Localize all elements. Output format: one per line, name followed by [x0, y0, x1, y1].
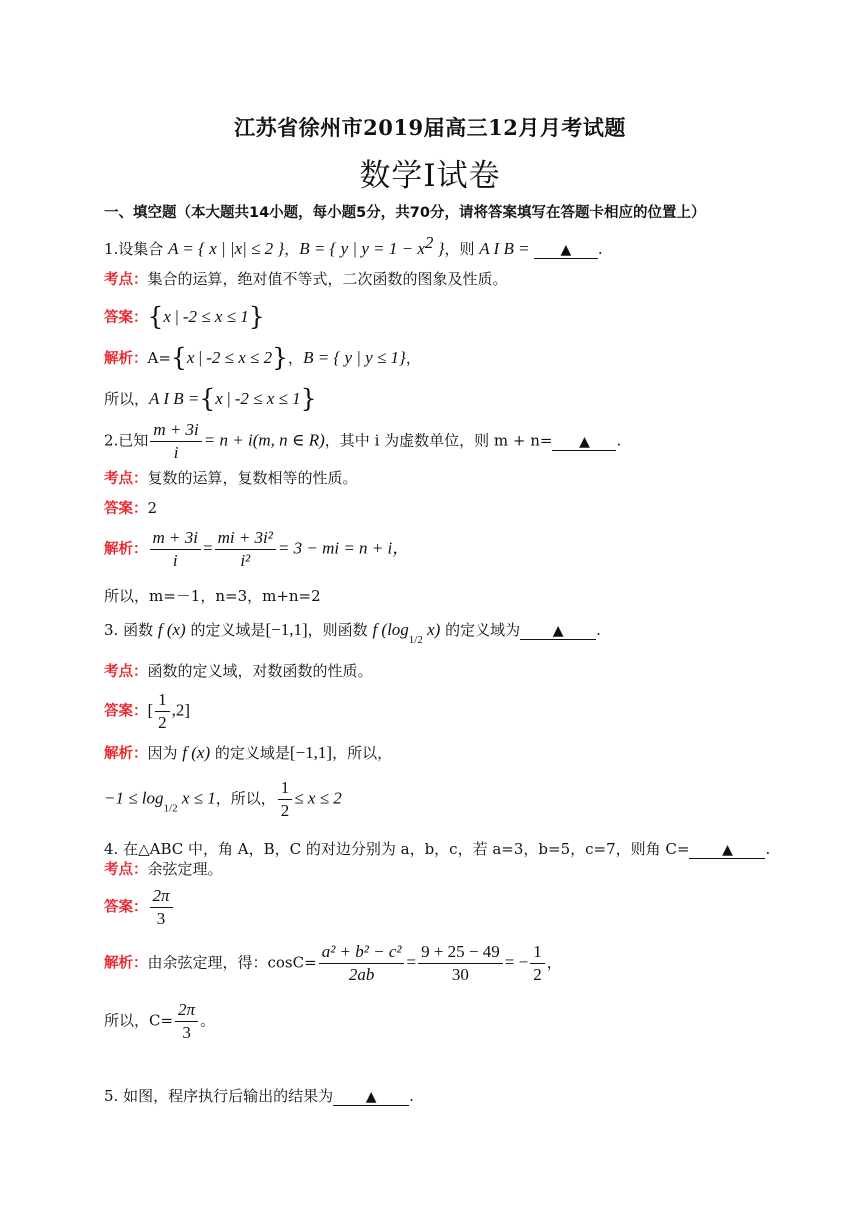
q5-answer-blank[interactable]	[333, 1088, 409, 1106]
q1-answer-blank[interactable]	[534, 241, 598, 259]
q3-answer-blank[interactable]	[520, 622, 596, 640]
q3-jiexi: 解析：因为 f (x) 的定义域是[−1,1]，所以，	[104, 743, 393, 762]
q4-answer: 答案： $\frac{2\pi}{3}$	[104, 886, 175, 929]
exam-title: 江苏省徐州市2019届高三12月月考试题	[234, 115, 626, 140]
q2-kaodian: 考点：复数的运算，复数相等的性质。	[104, 469, 358, 487]
q3-stem: 3. 函数 f (x) 的定义域是[−1,1]，则函数 f ($\log_{1/2}$ x) 的定义域为 ▲ .	[104, 620, 601, 646]
q2-jiexi: 解析： $\frac{m + 3i}{i}$ = $\frac{\text{mi + 3i²}}{\text{i²}}$ = 3 − mi = n + i，	[104, 528, 410, 570]
q3-jiexi-2: $-1 \le \log_{1/2} x \le 1$，所以， $\frac{1}{2}$ ≤ x ≤ 2	[104, 778, 342, 820]
q4-stem: 4. 在△ABC 中，角 A，B，C 的对边分别为 a，b，c，若 a=3，b=5，c=7，则角 C= ▲ .	[104, 840, 771, 858]
q4-kaodian: 考点：余弦定理。	[104, 860, 223, 878]
q1-jiexi: 解析：A={x | -2 ≤ x ≤ 2}，B = { y | y ≤ 1}，	[104, 343, 421, 372]
q1-kaodian: 考点：集合的运算，绝对值不等式，二次函数的图象及性质。	[104, 270, 508, 288]
q4-conclusion: 所以，C= $\frac{2\pi}{3}$ 。	[104, 1000, 216, 1042]
q5-stem: 5. 如图，程序执行后输出的结果为 ▲ .	[104, 1087, 414, 1105]
q1-stem: 1.设集合 A = { x | |x| ≤ 2 }，B = { y | $y = 1 - x^2$ }，则 A I B = ▲ .	[104, 233, 603, 258]
triangle-icon: ▲	[722, 842, 733, 858]
q2-answer: 答案：2	[104, 499, 158, 517]
triangle-icon: ▲	[579, 433, 590, 450]
q2-conclusion: 所以，m=－1，n=3，m+n=2	[104, 587, 321, 605]
triangle-icon: ▲	[365, 1089, 377, 1105]
q4-jiexi: 解析：由余弦定理，得：cosC= $\frac{\text{a² + b² − c²}}{2ab}$ = $\frac{9 + 25 - 49}{30}$ = − $\frac{1}{2}$ ，	[104, 942, 562, 984]
q2-answer-blank[interactable]	[552, 433, 616, 451]
triangle-icon: ▲	[560, 242, 572, 258]
q2-stem: 2.已知 $\frac{m + 3i}{i}$ = n + i(m, n ∈ R)，其中 i 为虚数单位，则 m + n= ▲ .	[104, 420, 622, 462]
q1-answer: 答案：{x | -2 ≤ x ≤ 1}	[104, 302, 265, 331]
section-heading: 一、填空题（本大题共14小题，每小题5分，共70分，请将答案填写在答题卡相应的位置上）	[104, 205, 706, 221]
q3-kaodian: 考点：函数的定义域，对数函数的性质。	[104, 662, 373, 680]
triangle-icon: ▲	[552, 623, 564, 639]
exam-subtitle: 数学Ⅰ试卷	[359, 158, 501, 194]
q4-answer-blank[interactable]	[689, 841, 765, 859]
q3-answer: 答案：[ $\frac{1}{2}$ ,2]	[104, 690, 191, 732]
q1-conclusion: 所以，A I B ={x | -2 ≤ x ≤ 1}	[104, 384, 317, 413]
